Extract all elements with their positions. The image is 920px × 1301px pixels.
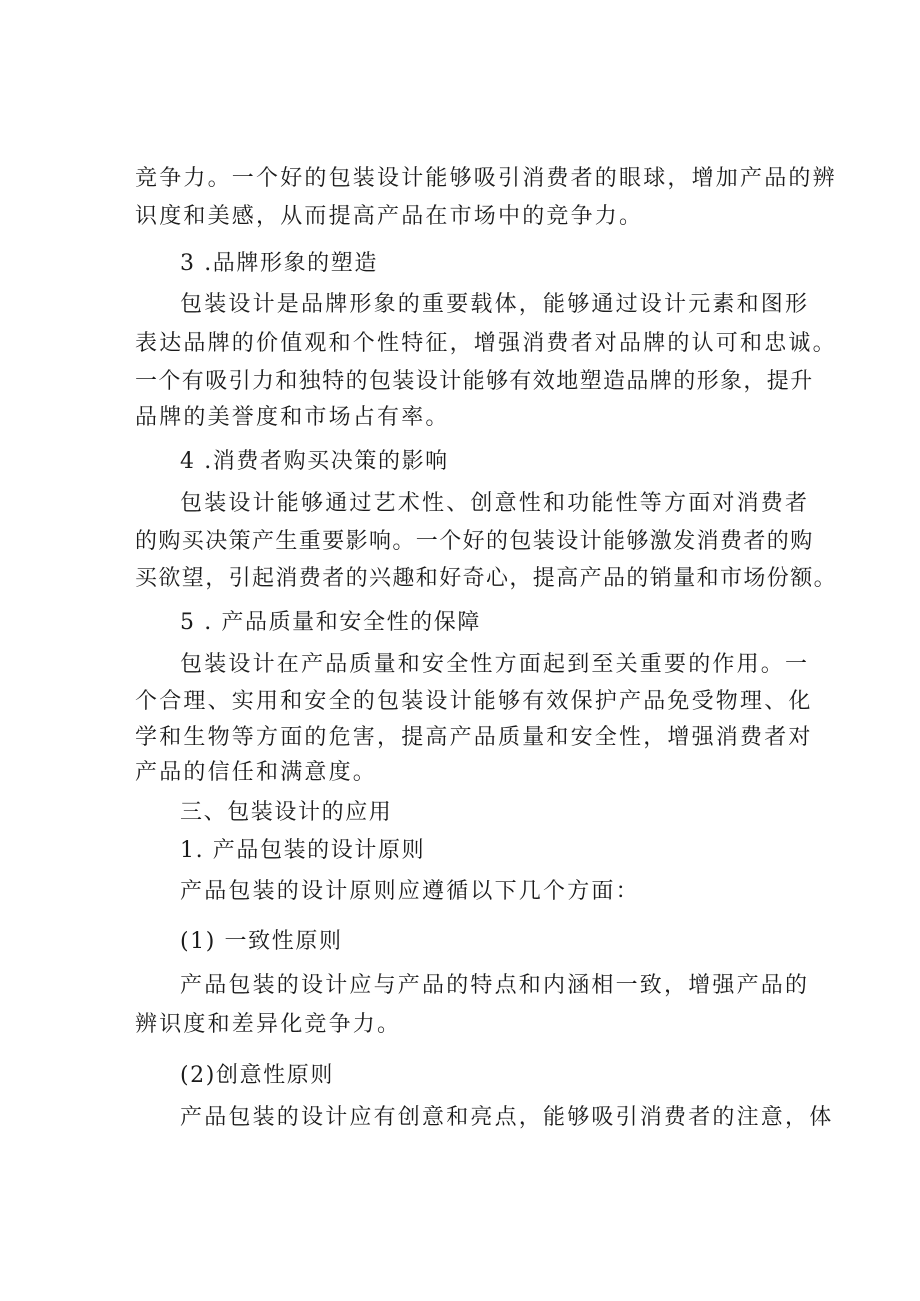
- paragraph-line: 竞争力。一个好的包装设计能够吸引消费者的眼球，增加产品的辨: [135, 166, 837, 191]
- paragraph-line: 个合理、实用和安全的包装设计能够有效保护产品免受物理、化: [135, 689, 813, 714]
- section-heading: 4 .消费者购买决策的影响: [180, 449, 449, 474]
- section-heading: 3 .品牌形象的塑造: [180, 251, 378, 276]
- paragraph-line: 产品的信任和满意度。: [135, 760, 378, 785]
- paragraph-line: 辨识度和差异化竞争力。: [135, 1012, 402, 1037]
- paragraph-line: 产品包装的设计原则应遵循以下几个方面：: [180, 879, 640, 904]
- section-heading: 5 . 产品质量和安全性的保障: [180, 610, 481, 635]
- paragraph-line: 的购买决策产生重要影响。一个好的包装设计能够激发消费者的购: [135, 529, 814, 554]
- paragraph-line: 品牌的美誉度和市场占有率。: [135, 405, 450, 430]
- paragraph-line: 产品包装的设计应有创意和亮点，能够吸引消费者的注意，体: [180, 1105, 834, 1130]
- subsection-heading: (2)创意性原则: [180, 1063, 334, 1088]
- paragraph-line: 包装设计在产品质量和安全性方面起到至关重要的作用。一: [180, 652, 810, 677]
- chapter-heading: 三、包装设计的应用: [180, 800, 393, 825]
- section-heading: 1. 产品包装的设计原则: [180, 838, 426, 863]
- paragraph-line: 表达品牌的价值观和个性特征，增强消费者对品牌的认可和忠诚。: [135, 331, 837, 356]
- subsection-heading: (1) 一致性原则: [180, 929, 343, 954]
- paragraph-line: 买欲望，引起消费者的兴趣和好奇心，提高产品的销量和市场份额。: [135, 566, 838, 591]
- paragraph-line: 识度和美感，从而提高产品在市场中的竞争力。: [135, 204, 644, 229]
- paragraph-line: 产品包装的设计应与产品的特点和内涵相一致，增强产品的: [180, 973, 810, 998]
- paragraph-line: 一个有吸引力和独特的包装设计能够有效地塑造品牌的形象，提升: [135, 369, 814, 394]
- paragraph-line: 包装设计是品牌形象的重要载体，能够通过设计元素和图形: [180, 292, 810, 317]
- paragraph-line: 学和生物等方面的危害，提高产品质量和安全性，增强消费者对: [135, 725, 813, 750]
- paragraph-line: 包装设计能够通过艺术性、创意性和功能性等方面对消费者: [180, 491, 810, 516]
